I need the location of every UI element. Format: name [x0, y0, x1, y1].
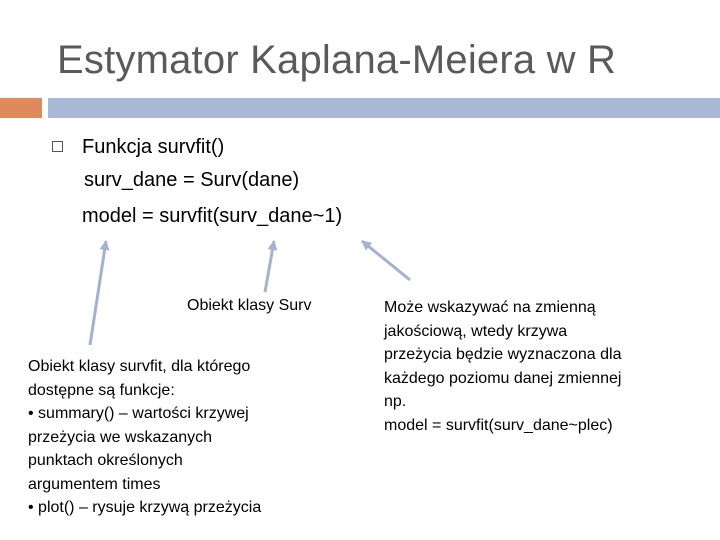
note-survfit-object [28, 355, 261, 520]
code-line-surv: surv_dane = Surv(dane) [84, 169, 300, 191]
note-surv-object [187, 294, 311, 318]
code-line-survfit: model = survfit(surv_dane~1) [82, 205, 343, 227]
note-line: Obiekt klasy Surv [187, 297, 312, 314]
note-line: każdego poziomu danej zmiennej [384, 369, 622, 387]
note-line: • summary() – wartości krzywej [28, 405, 249, 422]
note-line: np. [384, 393, 407, 410]
arrow-to-surv [265, 241, 274, 292]
bullet-heading: Funkcja survfit() [82, 136, 225, 158]
note-line: dostępne są funkcje: [28, 381, 175, 399]
note-line: jakościową, wtedy krzywa [384, 322, 568, 340]
note-line: przeżycia będzie wyznaczona dla [384, 346, 622, 363]
note-line: Może wskazywać na zmienną [384, 299, 596, 316]
arrow-to-model [90, 241, 106, 345]
note-line: Obiekt klasy survfit, dla którego [28, 358, 251, 375]
note-line: • plot() – rysuje krzywą przeżycia [28, 499, 262, 516]
arrow-to-formula [362, 241, 410, 280]
slide-title: Estymator Kaplana-Meiera w R [57, 38, 617, 82]
note-grouping [384, 296, 621, 437]
note-line: punktach określonych [28, 452, 183, 469]
note-line: argumentem times [28, 475, 161, 493]
note-line: model = survfit(surv_dane~plec) [384, 416, 613, 434]
note-line: przeżycia we wskazanych [28, 428, 213, 446]
